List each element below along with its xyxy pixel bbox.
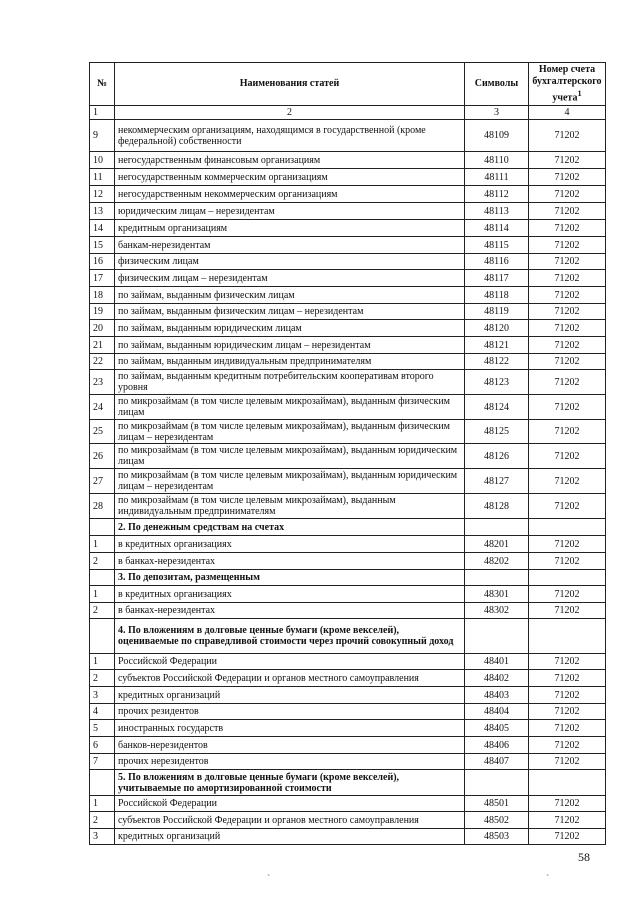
- table-row: [90, 704, 606, 720]
- article-name: негосударственным некоммерческим организациям: [115, 186, 465, 203]
- symbol-code: 48111: [465, 169, 529, 186]
- symbol-code: 48301: [465, 586, 529, 603]
- article-name: по займам, выданным юридическим лицам – нерезидентам: [115, 337, 465, 354]
- account-number: 71202: [529, 586, 606, 603]
- account-number: 71202: [529, 370, 606, 395]
- symbol-code: 48402: [465, 670, 529, 687]
- account-number: 71202: [529, 687, 606, 704]
- header-account: [529, 63, 606, 106]
- row-number: 16: [90, 254, 115, 270]
- row-number: 1: [90, 536, 115, 553]
- section-heading-row: [90, 570, 606, 586]
- row-number: 28: [90, 494, 115, 519]
- account-number: 71202: [529, 320, 606, 337]
- row-number: 26: [90, 444, 115, 469]
- table-row: [90, 812, 606, 829]
- row-number: 14: [90, 220, 115, 237]
- table-row: [90, 220, 606, 237]
- account-number: 71202: [529, 120, 606, 152]
- article-name: по займам, выданным юридическим лицам: [115, 320, 465, 337]
- row-number: 23: [90, 370, 115, 395]
- article-name: по займам, выданным кредитным потребительским кооперативам второго уровня: [115, 370, 465, 395]
- symbol-code: 48122: [465, 354, 529, 370]
- account-number: 71202: [529, 536, 606, 553]
- symbol-code: 48406: [465, 737, 529, 754]
- article-name: 3. По депозитам, размещенным: [115, 570, 465, 586]
- row-number: 19: [90, 304, 115, 320]
- symbol-code: 48112: [465, 186, 529, 203]
- article-name: прочих резидентов: [115, 704, 465, 720]
- account-number: 71202: [529, 670, 606, 687]
- table-row: [90, 370, 606, 395]
- article-name: Российской Федерации: [115, 654, 465, 670]
- row-number: 11: [90, 169, 115, 186]
- column-number-row: [90, 106, 606, 120]
- symbol-code: 48114: [465, 220, 529, 237]
- article-name: кредитным организациям: [115, 220, 465, 237]
- row-number: 20: [90, 320, 115, 337]
- column-number: 3: [465, 106, 529, 120]
- account-number: 71202: [529, 304, 606, 320]
- article-name: по микрозаймам (в том числе целевым микрозаймам), выданным юридическим лицам – нерезидентам: [115, 469, 465, 494]
- table-row: [90, 254, 606, 270]
- table-row: [90, 469, 606, 494]
- column-number: 2: [115, 106, 465, 120]
- article-name: в банках-нерезидентах: [115, 603, 465, 619]
- symbol-code: 48115: [465, 237, 529, 254]
- table-row: [90, 670, 606, 687]
- symbol-code: [465, 570, 529, 586]
- row-number: 2: [90, 603, 115, 619]
- row-number: 21: [90, 337, 115, 354]
- table-row: [90, 337, 606, 354]
- column-number: 4: [529, 106, 606, 120]
- row-number: 17: [90, 270, 115, 287]
- table-row: [90, 444, 606, 469]
- symbol-code: 48502: [465, 812, 529, 829]
- table-row: [90, 420, 606, 444]
- article-name: негосударственным коммерческим организациям: [115, 169, 465, 186]
- article-name: физическим лицам – нерезидентам: [115, 270, 465, 287]
- row-number: 5: [90, 720, 115, 737]
- table-row: [90, 536, 606, 553]
- symbol-code: 48126: [465, 444, 529, 469]
- account-number: 71202: [529, 420, 606, 444]
- account-number: 71202: [529, 270, 606, 287]
- symbol-code: 48118: [465, 287, 529, 304]
- account-number: [529, 570, 606, 586]
- table-row: [90, 320, 606, 337]
- account-number: [529, 519, 606, 536]
- row-number: [90, 619, 115, 654]
- row-number: 27: [90, 469, 115, 494]
- row-number: 3: [90, 829, 115, 845]
- account-number: 71202: [529, 444, 606, 469]
- column-number: 1: [90, 106, 115, 120]
- table-row: [90, 687, 606, 704]
- row-number: 2: [90, 670, 115, 687]
- account-number: 71202: [529, 553, 606, 570]
- accounts-table: [89, 62, 606, 845]
- article-name: по микрозаймам (в том числе целевым микрозаймам), выданным юридическим лицам: [115, 444, 465, 469]
- account-number: 71202: [529, 469, 606, 494]
- article-name: в кредитных организациях: [115, 536, 465, 553]
- symbol-code: 48109: [465, 120, 529, 152]
- header-account-footnote: 1: [577, 88, 582, 98]
- article-name: прочих нерезидентов: [115, 754, 465, 770]
- symbol-code: 48404: [465, 704, 529, 720]
- symbol-code: 48119: [465, 304, 529, 320]
- symbol-code: 48201: [465, 536, 529, 553]
- table-row: [90, 186, 606, 203]
- table-row: [90, 287, 606, 304]
- section-heading-row: [90, 619, 606, 654]
- article-name: по микрозаймам (в том числе целевым микрозаймам), выданным физическим лицам: [115, 395, 465, 420]
- symbol-code: [465, 770, 529, 796]
- article-name: в банках-нерезидентах: [115, 553, 465, 570]
- account-number: [529, 619, 606, 654]
- table-row: [90, 304, 606, 320]
- article-name: некоммерческим организациям, находящимся в государственной (кроме федеральной) собственности: [115, 120, 465, 152]
- row-number: 13: [90, 203, 115, 220]
- symbol-code: 48127: [465, 469, 529, 494]
- article-name: 2. По денежным средствам на счетах: [115, 519, 465, 536]
- account-number: 71202: [529, 754, 606, 770]
- symbol-code: 48405: [465, 720, 529, 737]
- symbol-code: [465, 619, 529, 654]
- article-name: в кредитных организациях: [115, 586, 465, 603]
- page-number: 58: [578, 850, 590, 864]
- account-number: 71202: [529, 287, 606, 304]
- article-name: иностранных государств: [115, 720, 465, 737]
- article-name: негосударственным финансовым организациям: [115, 152, 465, 169]
- row-number: 15: [90, 237, 115, 254]
- symbol-code: 48501: [465, 796, 529, 812]
- table-row: [90, 754, 606, 770]
- table-row: [90, 237, 606, 254]
- header-account-label: Номер счета бухгалтерского учета: [532, 63, 602, 104]
- table-body: [90, 63, 606, 845]
- row-number: 1: [90, 586, 115, 603]
- article-name: кредитных организаций: [115, 687, 465, 704]
- table-row: [90, 603, 606, 619]
- account-number: 71202: [529, 354, 606, 370]
- row-number: 7: [90, 754, 115, 770]
- row-number: 18: [90, 287, 115, 304]
- row-number: [90, 570, 115, 586]
- symbol-code: [465, 519, 529, 536]
- account-number: 71202: [529, 796, 606, 812]
- article-name: субъектов Российской Федерации и органов местного самоуправления: [115, 812, 465, 829]
- row-number: [90, 770, 115, 796]
- article-name: по микрозаймам (в том числе целевым микрозаймам), выданным физическим лицам – нерезидентам: [115, 420, 465, 444]
- account-number: 71202: [529, 720, 606, 737]
- article-name: Российской Федерации: [115, 796, 465, 812]
- symbol-code: 48113: [465, 203, 529, 220]
- article-name: банков-нерезидентов: [115, 737, 465, 754]
- article-name: 4. По вложениям в долговые ценные бумаги (кроме векселей), оцениваемые по справедливой стоимости через прочий совокупный доход: [115, 619, 465, 654]
- header-name: Наименования статей: [115, 63, 465, 106]
- section-heading-row: [90, 519, 606, 536]
- symbol-code: 48401: [465, 654, 529, 670]
- account-number: 71202: [529, 654, 606, 670]
- article-name: кредитных организаций: [115, 829, 465, 845]
- account-number: 71202: [529, 237, 606, 254]
- table-row: [90, 586, 606, 603]
- table-row: [90, 169, 606, 186]
- account-number: 71202: [529, 494, 606, 519]
- symbol-code: 48302: [465, 603, 529, 619]
- article-name: субъектов Российской Федерации и органов местного самоуправления: [115, 670, 465, 687]
- table-row: [90, 494, 606, 519]
- scan-speck: `: [546, 874, 550, 885]
- symbol-code: 48403: [465, 687, 529, 704]
- article-name: по займам, выданным физическим лицам: [115, 287, 465, 304]
- table-row: [90, 120, 606, 152]
- row-number: 2: [90, 553, 115, 570]
- symbol-code: 48121: [465, 337, 529, 354]
- article-name: банкам-нерезидентам: [115, 237, 465, 254]
- table-row: [90, 720, 606, 737]
- row-number: 22: [90, 354, 115, 370]
- symbol-code: 48202: [465, 553, 529, 570]
- scan-speck: `: [267, 874, 271, 885]
- table-row: [90, 796, 606, 812]
- account-number: 71202: [529, 603, 606, 619]
- symbol-code: 48125: [465, 420, 529, 444]
- article-name: 5. По вложениям в долговые ценные бумаги (кроме векселей), учитываемые по амортизированной стоимости: [115, 770, 465, 796]
- symbol-code: 48110: [465, 152, 529, 169]
- account-number: 71202: [529, 186, 606, 203]
- table-header-row: [90, 63, 606, 106]
- article-name: по займам, выданным индивидуальным предпринимателям: [115, 354, 465, 370]
- account-number: 71202: [529, 704, 606, 720]
- table-row: [90, 203, 606, 220]
- account-number: 71202: [529, 152, 606, 169]
- table-row: [90, 395, 606, 420]
- article-name: по микрозаймам (в том числе целевым микрозаймам), выданным индивидуальным предпринимателям: [115, 494, 465, 519]
- account-number: 71202: [529, 220, 606, 237]
- row-number: 12: [90, 186, 115, 203]
- account-number: 71202: [529, 169, 606, 186]
- row-number: 4: [90, 704, 115, 720]
- row-number: 6: [90, 737, 115, 754]
- article-name: по займам, выданным физическим лицам – нерезидентам: [115, 304, 465, 320]
- symbol-code: 48123: [465, 370, 529, 395]
- row-number: 25: [90, 420, 115, 444]
- table-row: [90, 654, 606, 670]
- symbol-code: 48124: [465, 395, 529, 420]
- symbol-code: 48117: [465, 270, 529, 287]
- row-number: 24: [90, 395, 115, 420]
- article-name: юридическим лицам – нерезидентам: [115, 203, 465, 220]
- table-row: [90, 829, 606, 845]
- symbol-code: 48503: [465, 829, 529, 845]
- account-number: 71202: [529, 337, 606, 354]
- symbol-code: 48120: [465, 320, 529, 337]
- account-number: 71202: [529, 812, 606, 829]
- row-number: 1: [90, 654, 115, 670]
- symbol-code: 48128: [465, 494, 529, 519]
- table-row: [90, 737, 606, 754]
- row-number: [90, 519, 115, 536]
- symbol-code: 48407: [465, 754, 529, 770]
- table-row: [90, 270, 606, 287]
- account-number: 71202: [529, 395, 606, 420]
- section-heading-row: [90, 770, 606, 796]
- symbol-code: 48116: [465, 254, 529, 270]
- row-number: 10: [90, 152, 115, 169]
- table-row: [90, 152, 606, 169]
- header-symbol: Символы: [465, 63, 529, 106]
- row-number: 1: [90, 796, 115, 812]
- row-number: 3: [90, 687, 115, 704]
- article-name: физическим лицам: [115, 254, 465, 270]
- table-row: [90, 553, 606, 570]
- table-row: [90, 354, 606, 370]
- account-number: 71202: [529, 829, 606, 845]
- account-number: 71202: [529, 254, 606, 270]
- header-num: №: [90, 63, 115, 106]
- row-number: 2: [90, 812, 115, 829]
- account-number: [529, 770, 606, 796]
- account-number: 71202: [529, 203, 606, 220]
- row-number: 9: [90, 120, 115, 152]
- account-number: 71202: [529, 737, 606, 754]
